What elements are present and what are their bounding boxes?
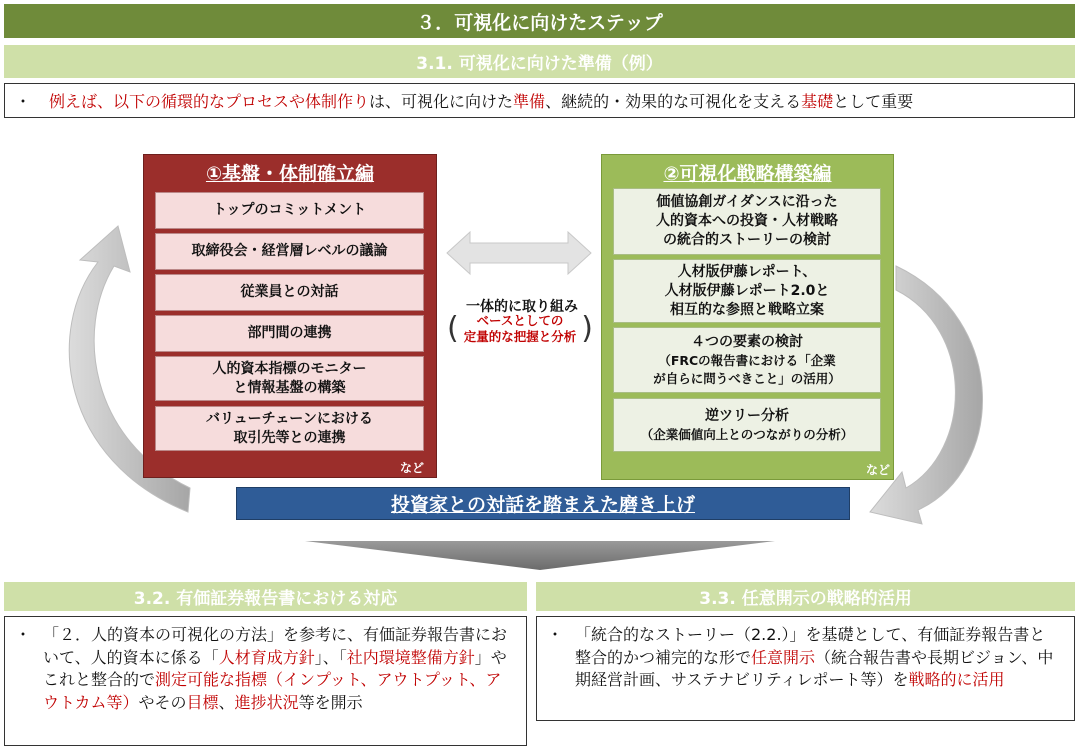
highlight-text: 任意開示 [751,647,816,667]
foundation-item-label: 部門間の連携 [247,325,332,341]
strategy-box-title: ②可視化戦略構築編 [663,163,832,185]
foundation-item-label: 取締役会・経営層レベルの議論 [191,243,388,259]
highlight-text: 戦略的に活用 [908,670,1005,689]
funnel-arrow [305,541,775,570]
intro-text: は、可視化に向けた [369,92,514,111]
strategy-item-label: 人材版伊藤レポート、 人材版伊藤レポート2.0と 相互的な参照と戦略立案 [664,263,830,318]
foundation-box-title: ①基盤・体制確立編 [205,163,375,185]
section-3-2-header [4,582,527,611]
body-text: 」、「 [314,647,347,667]
foundation-item [155,274,424,311]
foundation-etc: など [400,461,425,475]
body-text: 等を開示 [298,692,363,712]
page-title: ３．可視化に向けたステップ [4,4,1075,38]
body-text: 」やこれと整合的で [43,647,507,689]
foundation-box [143,154,437,478]
strategy-item [613,188,881,255]
section-3-1-title: 3.1. 可視化に向けた準備（例） [416,54,663,74]
section-3-3-header [536,582,1075,611]
body-text: 「統合的なストーリー（2.2.）」を基礎として、有価証券報告書と整合的かつ補完的な形で [575,625,1046,667]
investor-dialogue-label: 投資家との対話を踏まえた磨き上げ [390,494,695,516]
investor-dialogue-bar [236,487,850,520]
body-text: やその [138,692,187,712]
highlight-text: 人材育成方針 [218,647,315,667]
foundation-item-label: 人的資本指標のモニター と情報基盤の構築 [212,360,367,396]
section-3-3-body [536,616,1075,721]
foundation-item [155,406,424,451]
bullet: ・ [15,92,32,111]
section-3-2-text [43,624,512,714]
quantitative-analysis-text: ベースとしての 定量的な把握と分析 [463,313,577,344]
foundation-item [155,356,424,401]
strategy-item [613,327,881,393]
foundation-item [155,192,424,229]
intro-highlight-preparation: 準備 [513,92,546,111]
bullet: ・ [15,625,32,644]
highlight-text: 測定可能な指標（インプット、アウトプット、アウトカム等） [43,670,502,712]
bullet: ・ [547,625,564,644]
foundation-item-label: トップのコミットメント [212,202,367,218]
strategy-item-sublabel: （FRCの報告書における「企業 が自らに問うべきこと」の活用） [653,352,841,386]
strategy-item-label: 価値協創ガイダンスに沿った 人的資本への投資・人材戦略 の統合的ストーリーの検討 [656,194,838,248]
quantitative-analysis-note [445,312,595,348]
strategy-item-sublabel: （企業価値向上とのつながりの分析） [640,426,854,442]
body-text: 「２．人的資本の可視化の方法」を参考に、有価証券報告書において、人的資本に係る「 [43,625,508,667]
left-paren: ( [447,311,459,346]
intro-highlight-foundation: 基礎 [801,92,834,111]
right-paren: ) [581,311,593,346]
strategy-item [613,259,881,323]
body-text: 、 [218,692,235,712]
intro-text: 、継続的・効果的な可視化を支える [545,92,802,111]
foundation-item [155,233,424,270]
highlight-text: 進捗状況 [234,692,299,712]
intro-text: として重要 [833,92,914,111]
strategy-item [613,398,881,452]
highlight-text: 目標 [186,692,219,712]
strategy-item-label: ４つの要素の検討 [691,333,803,350]
section-3-3-title: 3.3. 任意開示の戦略的活用 [699,589,912,609]
body-text: （統合報告書や長期ビジョン、中期経営計画、サステナビリティレポート等）を [575,647,1054,689]
foundation-item-label: 従業員との対話 [240,284,339,300]
strategy-etc: など [866,463,891,477]
section-3-2-body [4,616,527,746]
strategy-box [601,154,894,480]
section-3-3-text [575,624,1060,692]
intro-highlight-process: 例えば、以下の循環的なプロセスや体制作り [49,92,370,111]
double-arrow [447,232,591,274]
strategy-item-label: 逆ツリー分析 [705,407,789,424]
integrated-effort-label: 一体的に取り組み [466,299,578,315]
foundation-item-label: バリューチェーンにおける 取引先等との連携 [206,410,373,446]
highlight-text: 社内環境整備方針 [346,647,475,667]
foundation-item [155,315,424,352]
section-3-2-title: 3.2. 有価証券報告書における対応 [133,589,398,609]
